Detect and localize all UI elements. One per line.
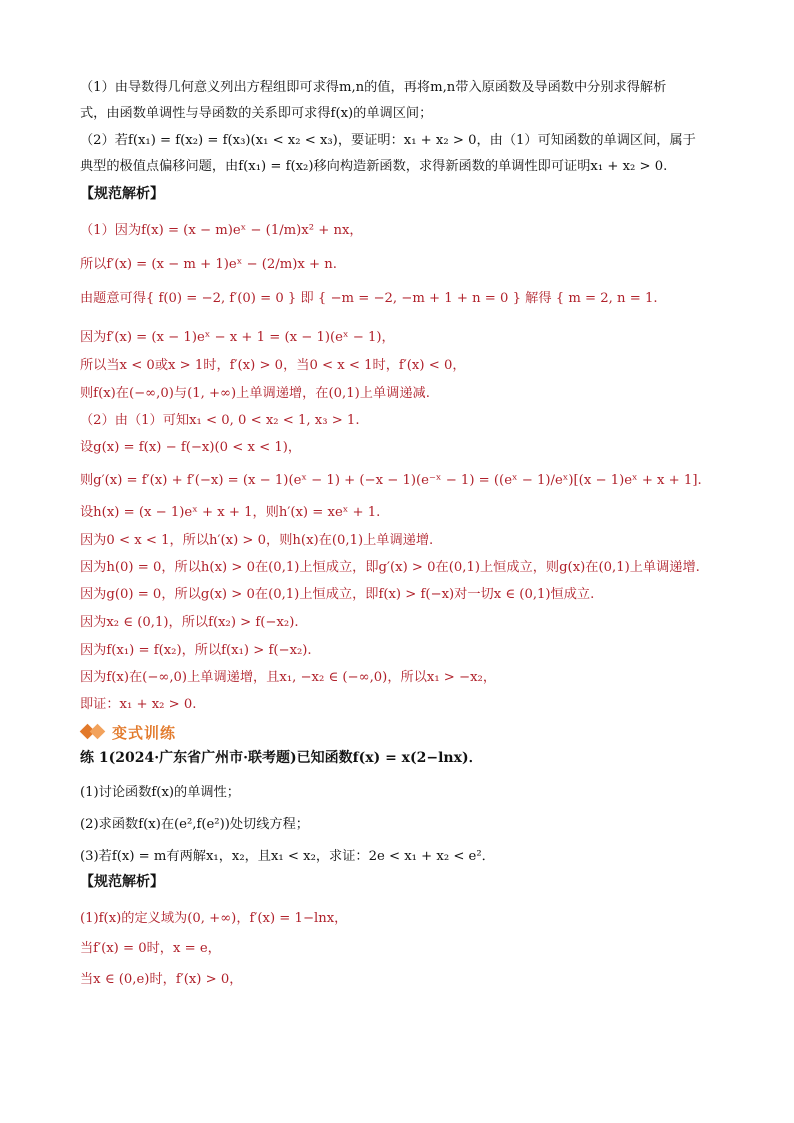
solution-line-16: 因为f(x)在(−∞,0)上单调递增，且x₁, −x₂ ∈ (−∞,0)，所以x₁ > −x₂， [80,670,497,685]
solution-line-6: 则f(x)在(−∞,0)与(1, +∞)上单调递增，在(0,1)上单调递减. [80,386,430,401]
exercise-question-1: (1)讨论函数f(x)的单调性； [80,785,240,800]
exercise-question-3: (3)若f(x) = m有两解x₁，x₂，且x₁ < x₂，求证：2e < x₁ + x₂ < e²． [80,849,495,864]
solution-line-3: 由题意可得{ f(0) = −2, f′(0) = 0 } 即 { −m = −2, −m + 1 + n = 0 } 解得 { m = 2, n = 1. [80,291,658,306]
solution-line-1: （1）因为f(x) = (x − m)eˣ − (1/m)x² + nx， [80,223,363,238]
solution-line-5: 所以当x < 0或x > 1时，f′(x) > 0，当0 < x < 1时，f′(x) < 0， [80,358,466,373]
solution2-line-2: 当f′(x) = 0时，x = e， [80,941,221,956]
solution-line-4: 因为f′(x) = (x − 1)eˣ − x + 1 = (x − 1)(eˣ − 1)， [80,330,395,345]
analysis-line-1: （1）由导数得几何意义列出方程组即可求得m,n的值，再将m,n带入原函数及导函数中分别求得解析 [80,80,667,95]
solution-line-11: 因为0 < x < 1，所以h′(x) > 0，则h(x)在(0,1)上单调递增. [80,533,434,548]
analysis-line-2: 式，由函数单调性与导函数的关系即可求得f(x)的单调区间； [80,106,433,121]
banner-title: 变式训练 [112,723,177,742]
solution-line-2: 所以f′(x) = (x − m + 1)eˣ − (2/m)x + n. [80,257,337,272]
solution-line-15: 因为f(x₁) = f(x₂)，所以f(x₁) > f(−x₂). [80,643,312,658]
diamond-icon [80,725,108,739]
solution-line-17: 即证：x₁ + x₂ > 0. [80,697,197,712]
solution2-line-3: 当x ∈ (0,e)时，f′(x) > 0， [80,972,243,987]
solution-line-12: 因为h(0) = 0，所以h(x) > 0在(0,1)上恒成立，即g′(x) > 0在(0,1)上恒成立，则g(x)在(0,1)上单调递增. [80,560,700,575]
solution-line-10: 设h(x) = (x − 1)eˣ + x + 1，则h′(x) = xeˣ + 1. [80,505,381,520]
variant-training-banner [80,722,176,742]
analysis-line-4: 典型的极值点偏移问题，由f(x₁) = f(x₂)移向构造新函数，求得新函数的单调性即可证明x₁ + x₂ > 0. [80,159,668,174]
solution2-line-1: (1)f(x)的定义域为(0, +∞)，f′(x) = 1−lnx， [80,911,348,926]
solution-line-8: 设g(x) = f(x) − f(−x)(0 < x < 1)， [80,440,302,455]
solution-heading: 【规范解析】 [80,186,164,202]
solution-line-14: 因为x₂ ∈ (0,1)，所以f(x₂) > f(−x₂). [80,615,299,630]
analysis-line-3: （2）若f(x₁) = f(x₂) = f(x₃)(x₁ < x₂ < x₃)，要证明：x₁ + x₂ > 0，由（1）可知函数的单调区间，属于 [80,133,696,148]
exercise-title: 练 1(2024·广东省广州市·联考题)已知函数f(x) = x(2−lnx)． [80,750,483,766]
solution-line-7: （2）由（1）可知x₁ < 0, 0 < x₂ < 1, x₃ > 1. [80,413,360,428]
solution-line-13: 因为g(0) = 0，所以g(x) > 0在(0,1)上恒成立，即f(x) > f(−x)对一切x ∈ (0,1)恒成立. [80,587,595,602]
exercise-question-2: (2)求函数f(x)在(e²,f(e²))处切线方程； [80,817,309,832]
solution-line-9: 则g′(x) = f′(x) + f′(−x) = (x − 1)(eˣ − 1) + (−x − 1)(e⁻ˣ − 1) = ((eˣ − 1)/eˣ)[(x − 1)eˣ + x + 1]. [80,473,702,488]
solution2-heading: 【规范解析】 [80,874,164,890]
